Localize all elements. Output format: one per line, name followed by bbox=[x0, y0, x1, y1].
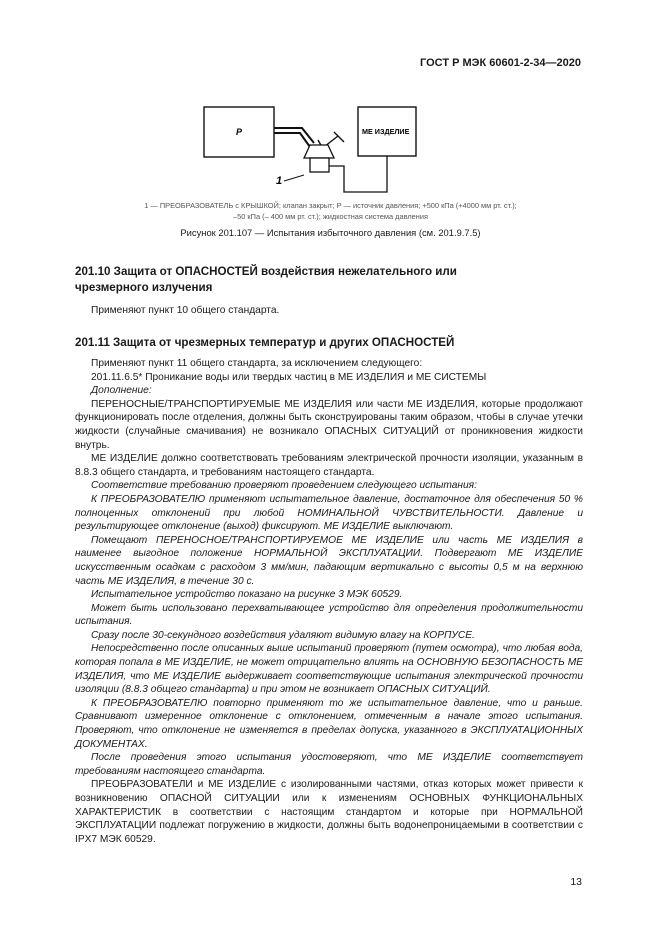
paragraph: Может быть использовано перехватывающее устройство для определения продолжительности испытания. bbox=[75, 602, 583, 628]
paragraph: Помещают ПЕРЕНОСНОЕ/ТРАНСПОРТИРУЕМОЕ МЕ ИЗДЕЛИЕ или часть МЕ ИЗДЕЛИЯ в наименее выгодное положение НОРМАЛЬНОЙ ЭКСПЛУАТАЦИИ. Подвергают МЕ ИЗДЕЛИЕ искусственным осадкам с расходом 3 мм/мин, падающим вертикально с высоты 0,5 м на верхнюю часть МЕ ИЗДЕЛИЯ, в течение 30 с. bbox=[75, 534, 583, 587]
paragraph: Применяют пункт 11 общего стандарта, за исключением следующего: bbox=[91, 358, 423, 369]
document-header: ГОСТ Р МЭК 60601-2-34—2020 bbox=[420, 57, 581, 69]
section-heading-201-11: 201.11 Защита от чрезмерных температур и других ОПАСНОСТЕЙ bbox=[75, 336, 455, 349]
marker-label: 1 bbox=[276, 175, 283, 187]
figure-legend-line-1: 1 — ПРЕОБРАЗОВАТЕЛЬ с КРЫШКОЙ; клапан закрыт; Р — источник давления; +500 кПа (+4000 мм рт. ст.); bbox=[144, 201, 517, 210]
paragraph: После проведения этого испытания удостоверяют, что МЕ ИЗДЕЛИЕ соответствует требованиям настоящего стандарта. bbox=[75, 752, 583, 777]
transducer-cap bbox=[304, 145, 334, 158]
figure-title: Рисунок 201.107 — Испытания избыточного давления (см. 201.9.7.5) bbox=[180, 227, 481, 238]
paragraph: Применяют пункт 10 общего стандарта. bbox=[91, 305, 280, 316]
page-number: 13 bbox=[570, 876, 582, 888]
paragraph: К ПРЕОБРАЗОВАТЕЛЮ применяют испытательное давление, достаточное для обеспечения 50 % полноценных отклонений при любой НОМИНАЛЬНОЙ ЧУВСТВИТЕЛЬНОСТИ. Давление и результирующее отклонение (выход) фиксируют. МЕ ИЗДЕЛИЕ выключают. bbox=[75, 493, 583, 533]
paragraph: Непосредственно после описанных выше испытаний проверяют (путем осмотра), что любая вода, которая попала в МЕ ИЗДЕЛИЕ, не может отрицательно влиять на ОСНОВНУЮ БЕЗОПАСНОСТЬ МЕ ИЗДЕЛИЯ, что МЕ ИЗДЕЛИЕ выдерживает соответствующие испытания электрической прочности изоляции (8.8.3 общего стандарта) и при этом не возникает ОПАСНЫХ СИТУАЦИЙ. bbox=[75, 643, 583, 696]
paragraph: ПРЕОБРАЗОВАТЕЛИ и МЕ ИЗДЕЛИЕ с изолированными частями, отказ которых может привести к возникновению ОПАСНОЙ СИТУАЦИИ или к изменениям ОСНОВНЫХ ФУНКЦИОНАЛЬНЫХ ХАРАКТЕРИСТИК в соответствии с настоящим стандартом и которые при НОРМАЛЬНОЙ ЭКСПЛУАТАЦИИ подлежат погружению в жидкости, должны быть водонепроницаемыми в соответствии с IPX7 МЭК 60529. bbox=[75, 779, 583, 845]
paragraph: Испытательное устройство показано на рисунке 3 МЭК 60529. bbox=[91, 589, 403, 601]
paragraph: Сразу после 30-секундного воздействия удаляют видимую влагу на КОРПУСЕ. bbox=[91, 629, 475, 641]
paragraph: ПЕРЕНОСНЫЕ/ТРАНСПОРТИРУЕМЫЕ МЕ ИЗДЕЛИЯ или части МЕ ИЗДЕЛИЯ, которые продолжают функционировать после отделения, должны быть сконструированы таким образом, чтобы в случае утечки жидкости (случайные смачивания) не возникало ОПАСНЫХ СИТУАЦИЙ от проникновения жидкости внутрь. bbox=[75, 398, 583, 451]
paragraph: К ПРЕОБРАЗОВАТЕЛЮ повторно применяют то же испытательное давление, что и раньше. Сравнивают измеренное отклонение с отклонением, отмеченным в начале этого испытания. Проверяют, что отклонение не изменяется в пределах допуска, указанного в ЭКСПЛУАТАЦИОННЫХ ДОКУМЕНТАХ. bbox=[75, 697, 583, 750]
pressure-source-label: P bbox=[236, 127, 243, 137]
figure-legend-line-2: –50 кПа (– 400 мм рт. ст.); жидкостная система давления bbox=[233, 212, 428, 221]
section-body bbox=[75, 357, 583, 846]
transducer-body bbox=[310, 158, 329, 172]
pressure-tube bbox=[274, 128, 314, 147]
section-heading-201-10: 201.10 Защита от ОПАСНОСТЕЙ воздействия нежелательного или чрезмерного излучения bbox=[75, 265, 457, 294]
paragraph: Дополнение: bbox=[91, 385, 152, 397]
marker-leader bbox=[284, 175, 304, 181]
me-device-label: МЕ ИЗДЕЛИЕ bbox=[362, 127, 410, 136]
paragraph: МЕ ИЗДЕЛИЕ должно соответствовать требованиям электрической прочности изоляции, указанным в 8.8.3 общего стандарта, и требованиям настоящего стандарта. bbox=[75, 453, 583, 478]
cable-line bbox=[329, 156, 387, 192]
paragraph: 201.11.6.5* Проникание воды или твердых частиц в МЕ ИЗДЕЛИЯ и МЕ СИСТЕМЫ bbox=[91, 371, 487, 383]
pressure-test-diagram bbox=[0, 0, 661, 200]
paragraph: Соответствие требованию проверяют проведением следующего испытания: bbox=[91, 480, 477, 492]
